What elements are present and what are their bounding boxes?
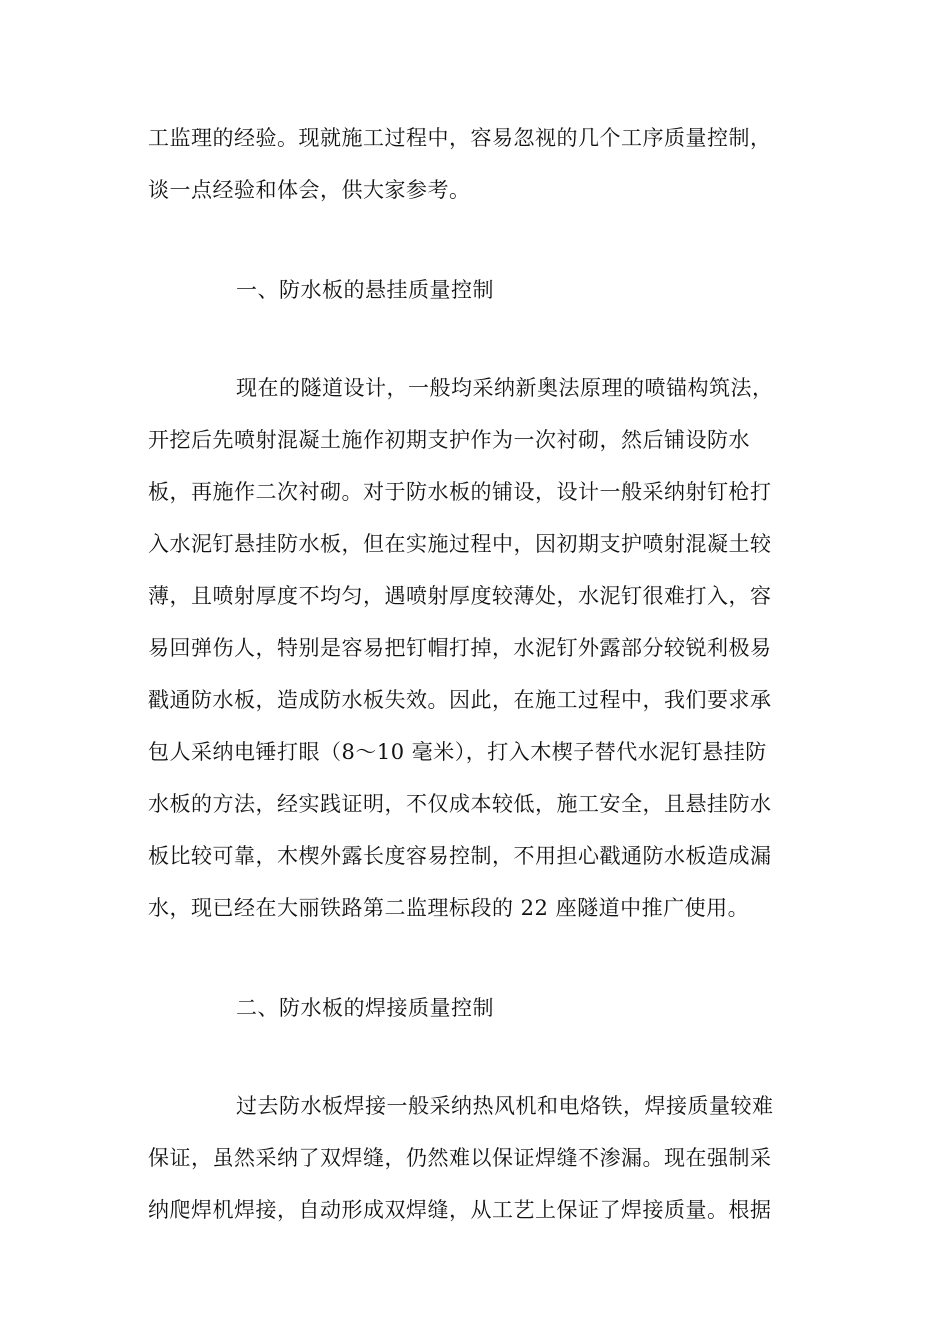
section1-line-5: 薄，且喷射厚度不均匀，遇喷射厚度较薄处，水泥钉很难打入，容 bbox=[148, 584, 772, 608]
intro-line-2: 谈一点经验和体会，供大家参考。 bbox=[148, 178, 471, 202]
section1-line-7: 戳通防水板，造成防水板失效。因此，在施工过程中，我们要求承 bbox=[148, 688, 772, 712]
section2-line-2: 保证，虽然采纳了双焊缝，仍然难以保证焊缝不渗漏。现在强制采 bbox=[148, 1146, 772, 1170]
section1-line-8: 包人采纳电锤打眼（8～10 毫米），打入木楔子替代水泥钉悬挂防 bbox=[148, 740, 767, 764]
section1-line-4: 入水泥钉悬挂防水板，但在实施过程中，因初期支护喷射混凝土较 bbox=[148, 532, 772, 556]
intro-line-1: 工监理的经验。现就施工过程中，容易忽视的几个工序质量控制， bbox=[148, 126, 772, 150]
section1-line-11: 水，现已经在大丽铁路第二监理标段的 22 座隧道中推广使用。 bbox=[148, 896, 750, 920]
section2-line-3: 纳爬焊机焊接，自动形成双焊缝，从工艺上保证了焊接质量。根据 bbox=[148, 1198, 772, 1222]
section1-line-10: 板比较可靠，木楔外露长度容易控制，不用担心戳通防水板造成漏 bbox=[148, 844, 772, 868]
section1-line-9: 水板的方法，经实践证明，不仅成本较低，施工安全，且悬挂防水 bbox=[148, 792, 772, 816]
section1-line-2: 开挖后先喷射混凝土施作初期支护作为一次衬砌，然后铺设防水 bbox=[148, 428, 750, 452]
section1-line-1: 现在的隧道设计，一般均采纳新奥法原理的喷锚构筑法， bbox=[236, 376, 774, 400]
section1-heading: 一、防水板的悬挂质量控制 bbox=[236, 278, 494, 302]
section1-line-6: 易回弹伤人，特别是容易把钉帽打掉，水泥钉外露部分较锐利极易 bbox=[148, 636, 772, 660]
section1-line-3: 板，再施作二次衬砌。对于防水板的铺设，设计一般采纳射钉枪打 bbox=[148, 480, 772, 504]
section2-line-1: 过去防水板焊接一般采纳热风机和电烙铁，焊接质量较难 bbox=[236, 1094, 774, 1118]
section2-heading: 二、防水板的焊接质量控制 bbox=[236, 996, 494, 1020]
